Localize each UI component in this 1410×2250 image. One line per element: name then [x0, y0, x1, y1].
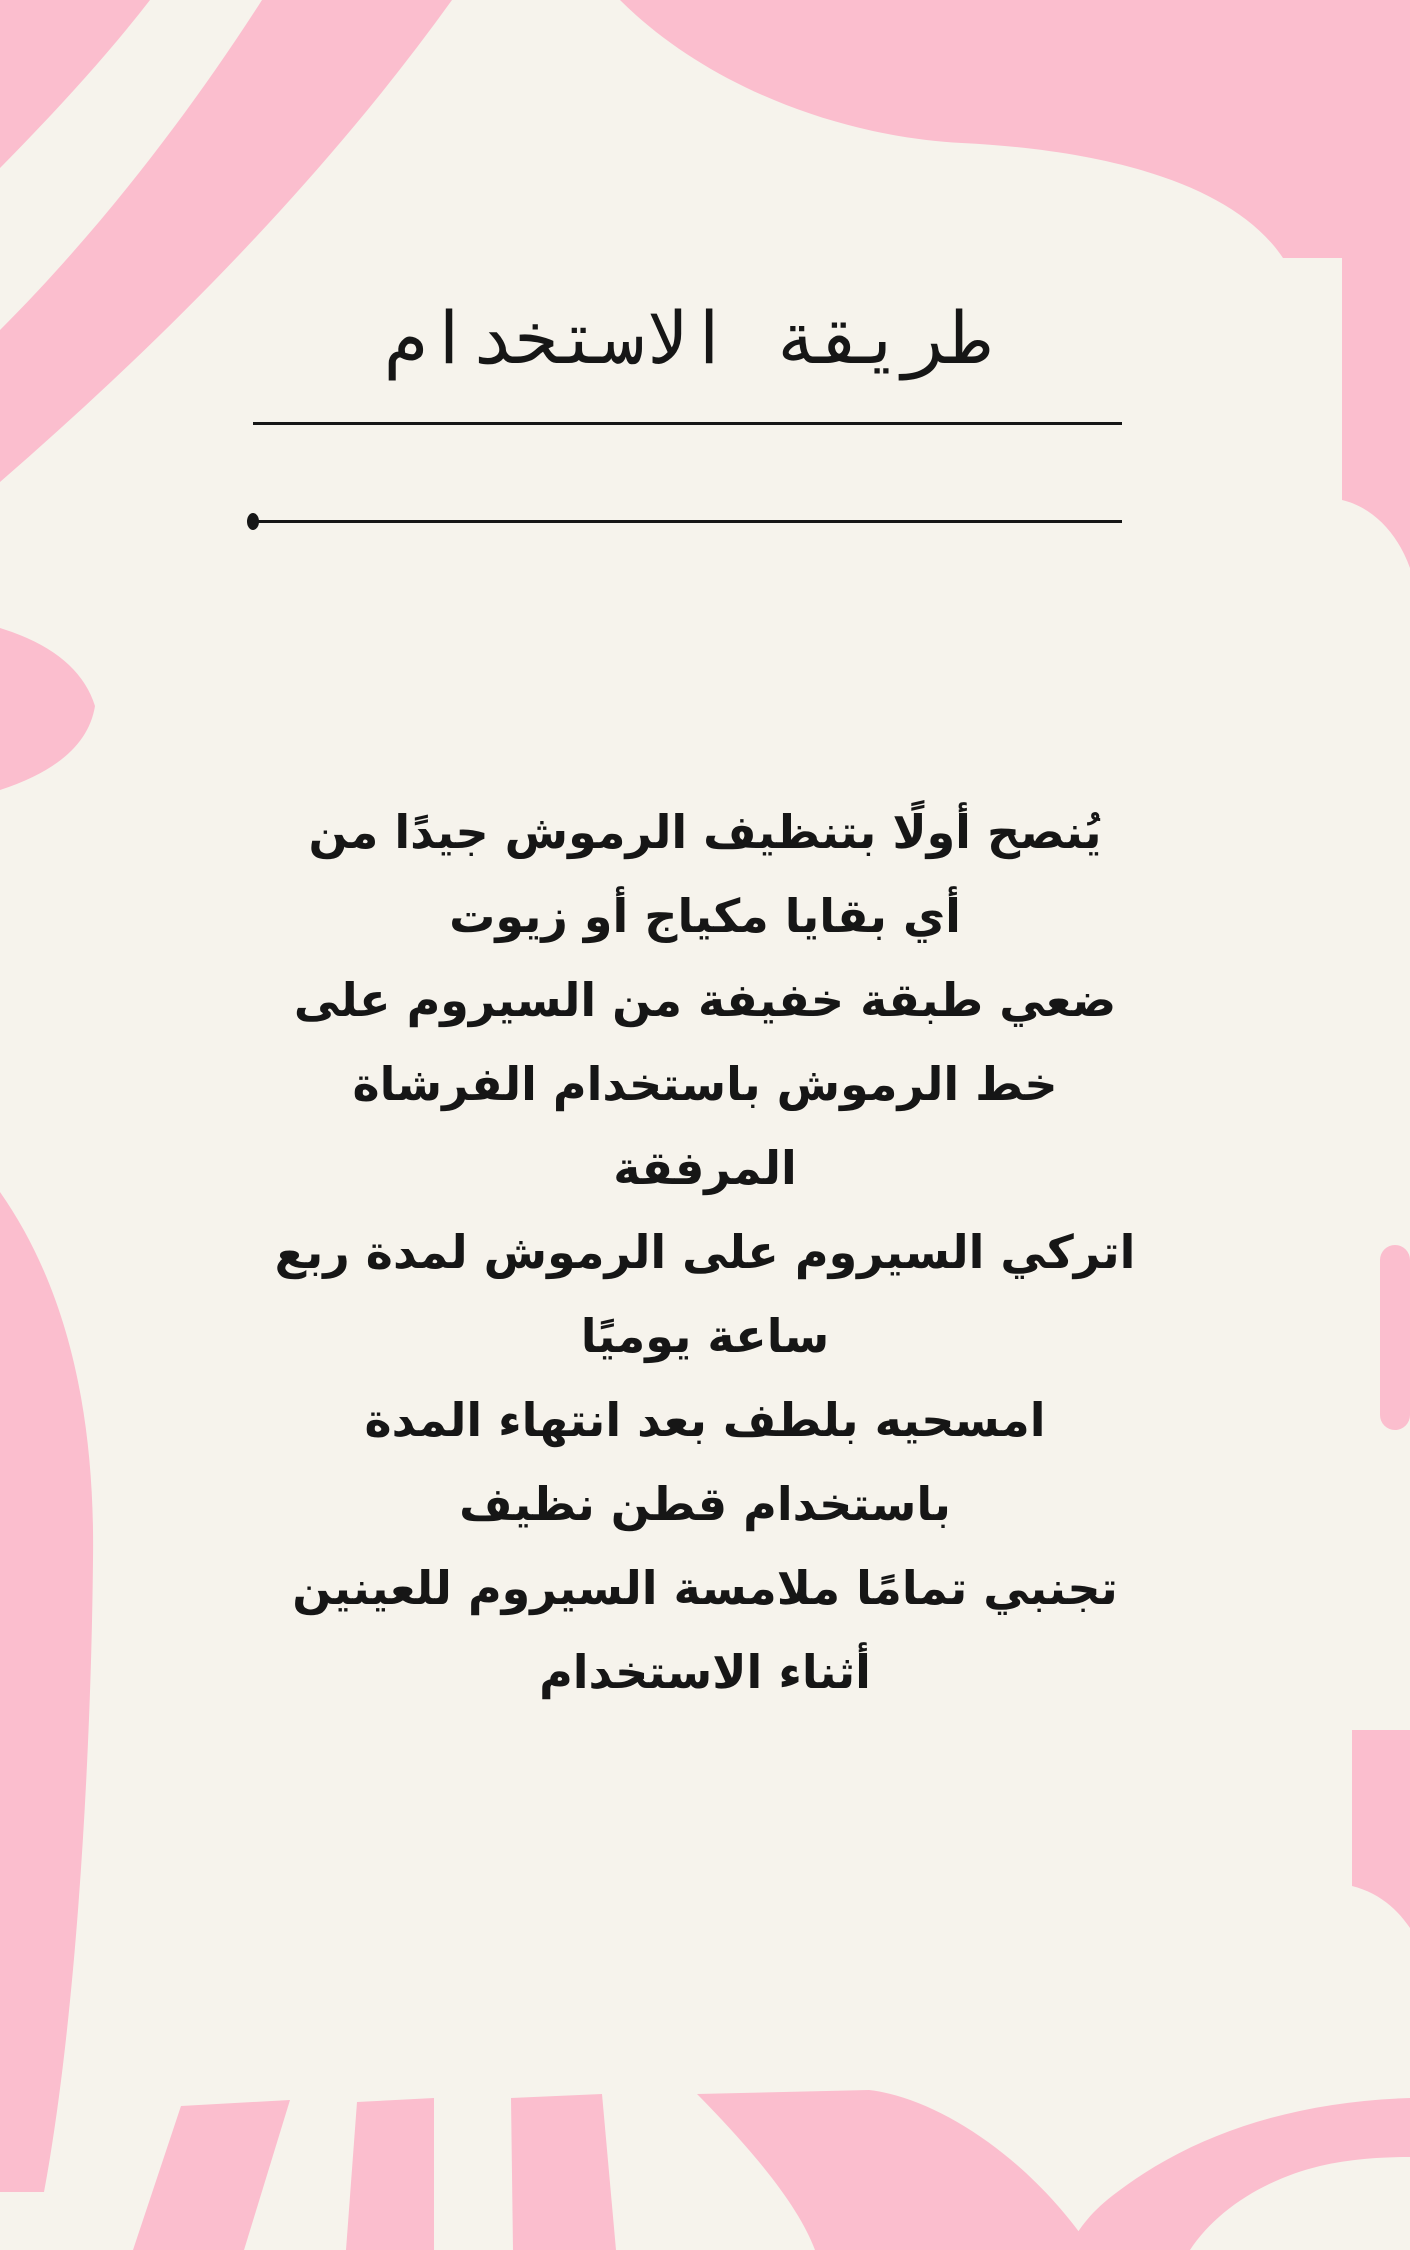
instructions-list	[135, 790, 1275, 1714]
instruction-line: امسحيه بلطف بعد انتهاء المدة	[364, 1393, 1046, 1447]
instruction-line: أثناء الاستخدام	[539, 1645, 871, 1699]
underline-dot	[247, 513, 259, 530]
instruction-line: باستخدام قطن نظيف	[459, 1477, 951, 1531]
instruction-line: ضعي طبقة خفيفة من السيروم على	[293, 973, 1117, 1027]
instruction-line: تجنبي تمامًا ملامسة السيروم للعينين	[292, 1561, 1118, 1615]
title-underline-1	[253, 422, 1122, 425]
title-underline-2	[253, 520, 1122, 523]
instruction-line: المرفقة	[613, 1141, 797, 1195]
instruction-line: اتركي السيروم على الرموش لمدة ربع	[274, 1225, 1136, 1279]
page-title: طريقة الاستخدام	[384, 296, 991, 380]
instruction-line: يُنصح أولًا بتنظيف الرموش جيدًا من	[308, 805, 1102, 859]
instruction-line: أي بقايا مكياج أو زيوت	[449, 889, 961, 943]
instruction-line: خط الرموش باستخدام الفرشاة	[352, 1057, 1058, 1111]
instruction-line: ساعة يوميًا	[580, 1309, 830, 1363]
